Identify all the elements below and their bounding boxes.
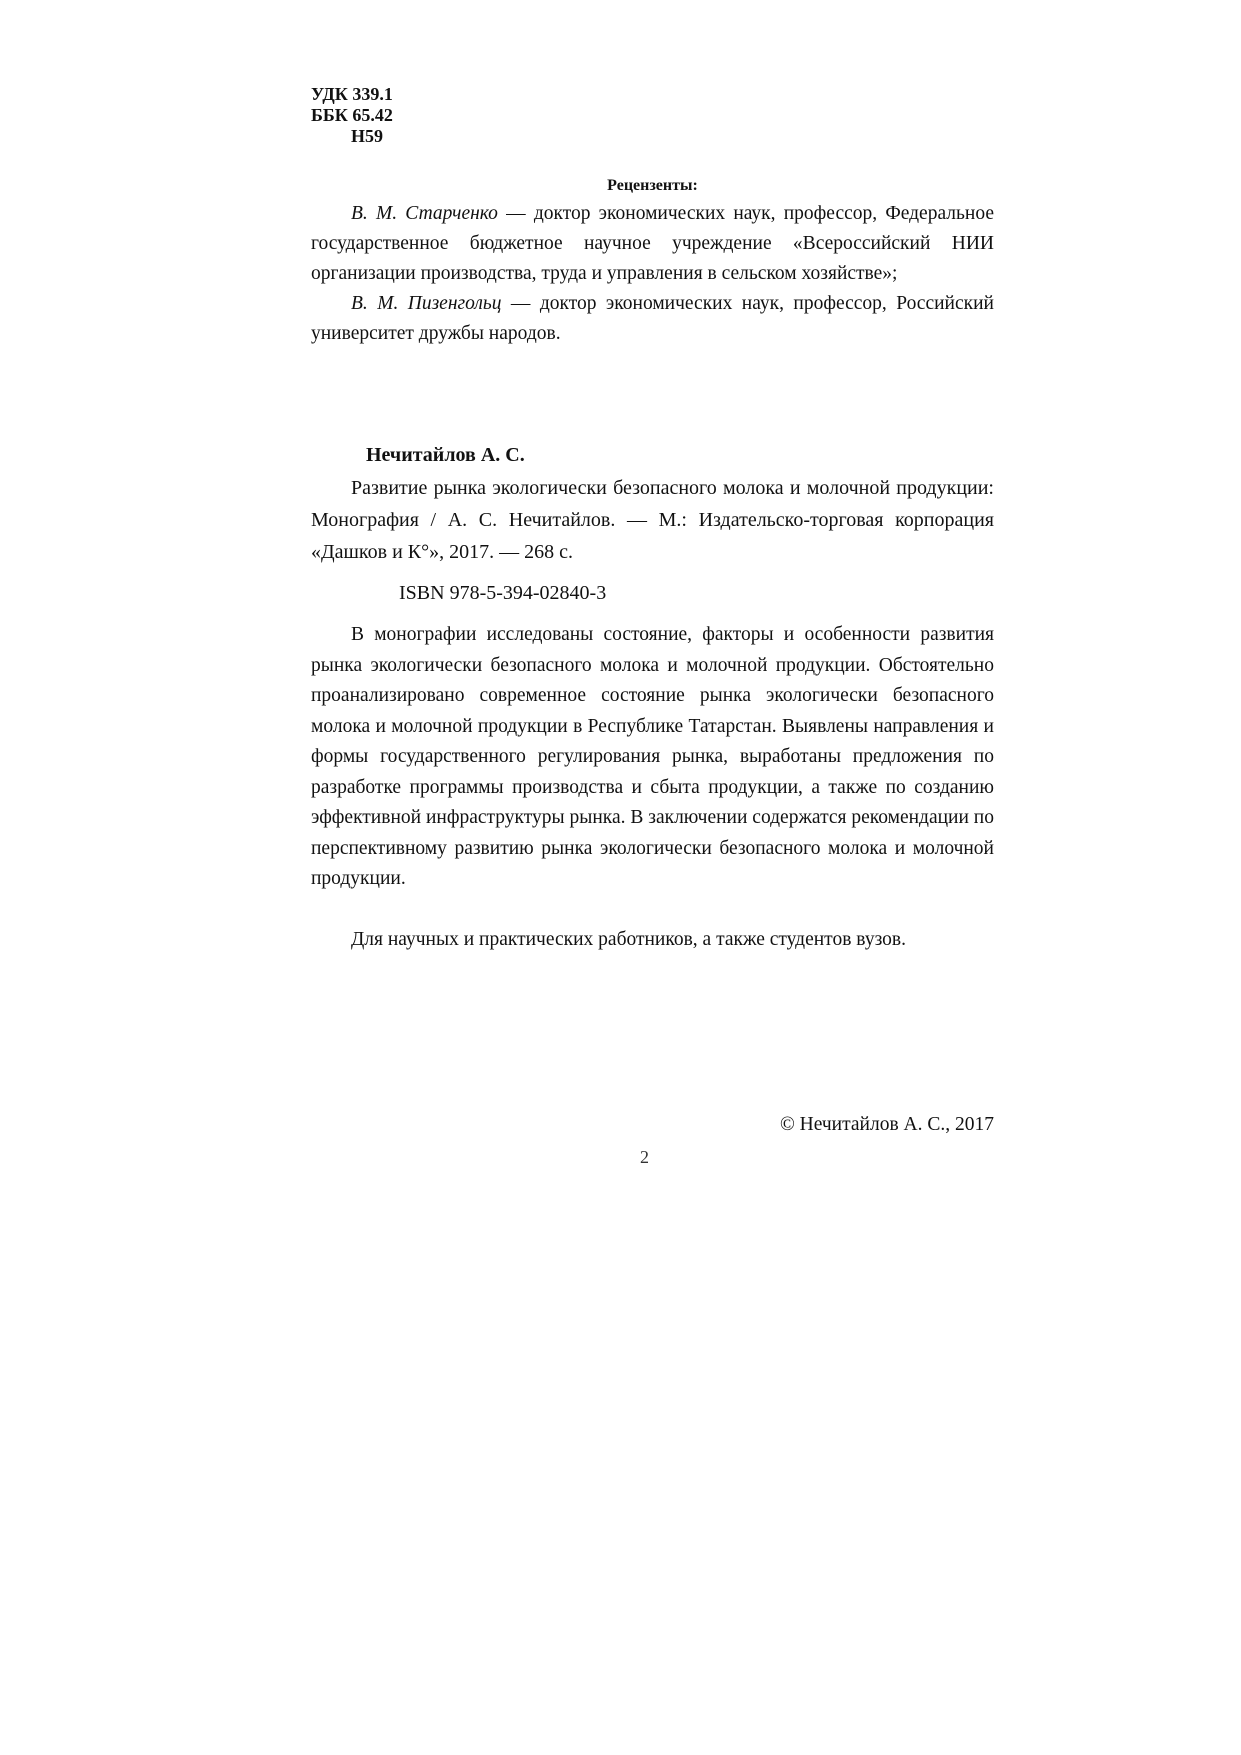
udk-code: УДК 339.1 <box>311 84 393 104</box>
reviewer-name: В. М. Старченко <box>351 203 498 224</box>
reviewer-details: — доктор экономических наук, профессор, Федеральное государственное бюджетное научное учреждение «Всероссийский НИИ организации производства, труда и управления в сельском хозяйстве»; <box>311 203 994 284</box>
book-author: Нечитайлов А. С. <box>366 444 525 466</box>
bbk-code: ББК 65.42 <box>311 105 393 125</box>
classification-codes <box>311 84 393 147</box>
copyright-notice: © Нечитайлов А. С., 2017 <box>779 1114 994 1135</box>
isbn: ISBN 978-5-394-02840-3 <box>399 582 607 604</box>
reviewer-name: В. М. Пизенгольц <box>351 293 502 314</box>
reviewers-heading: Рецензенты: <box>607 177 698 194</box>
target-audience: Для научных и практических работников, а также студентов вузов. <box>351 929 906 950</box>
reviewer-entry <box>311 199 994 289</box>
annotation-text: В монографии исследованы состояние, факторы и особенности развития рынка экологически безопасного молока и молочной продукции. Обстоятельно проанализировано современное состояние рынка экологически безопасного молока и молочной продукции в Республике Татарстан. Выявлены направления и формы государственного регулирования рынка, выработаны предложения по разработке программы производства и сбыта продукции, а также по созданию эффективной инфраструктуры рынка. В заключении содержатся рекомендации по перспективному развитию рынка экологически безопасного молока и молочной продукции. <box>311 624 994 889</box>
bibliographic-text: Развитие рынка экологически безопасного молока и молочной продукции: Монография / А. С. Нечитайлов. — М.: Издательско-торговая корпорация «Дашков и К°», 2017. — 268 с. <box>311 477 994 563</box>
page-number: 2 <box>640 1147 649 1167</box>
reviewer-entry <box>311 289 994 349</box>
annotation <box>311 620 994 895</box>
reviewer-details: — доктор экономических наук, профессор, Российский университет дружбы народов. <box>311 293 994 344</box>
reviewers-list <box>311 199 994 349</box>
author-mark: Н59 <box>351 126 384 146</box>
bibliographic-description <box>311 472 994 568</box>
